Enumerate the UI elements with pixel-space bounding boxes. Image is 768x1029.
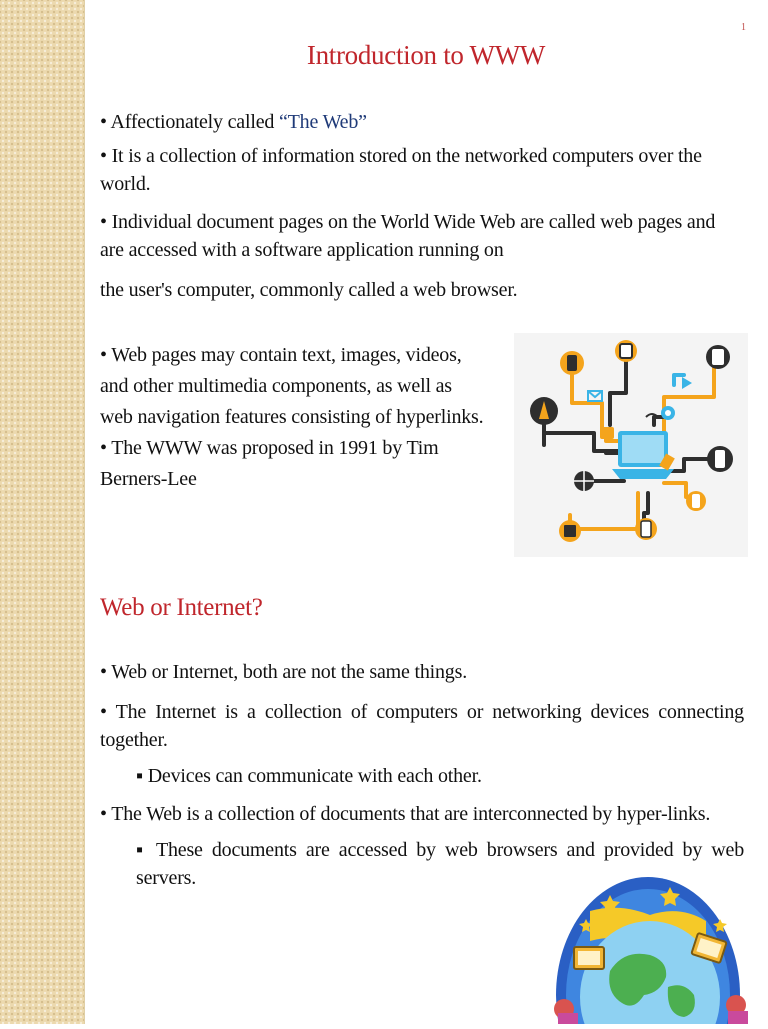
page-title: Introduction to WWW [306,40,546,70]
section-title-web-or-internet: Web or Internet? [100,594,263,621]
intro-bullet-2-line-2: world. [100,173,151,195]
intro-bullet-4-line-3: web navigation features consisting of hyperlinks. [100,406,484,428]
intro-bullets-left-column [100,340,510,495]
intro-bullet-4-line-2: and other multimedia components, as well as [100,375,452,397]
intro-bullet-4-line-1: • Web pages may contain text, images, videos, [100,344,462,366]
web-bullet-3: • The Web is a collection of documents that are interconnected by hyper-links. [100,803,711,825]
intro-bullet-3-line-3: the user's computer, commonly called a web browser. [100,279,518,301]
intro-bullet-2-line-1: • It is a collection of information stored on the networked computers over the [100,145,702,167]
intro-bullets [100,108,740,304]
network-devices-icon [514,333,748,557]
the-web-quote: “The Web” [278,111,367,133]
intro-bullet-3-line-2: are accessed with a software application running on [100,239,504,261]
intro-bullet-1: • Affectionately called “The Web” [100,111,367,133]
intro-bullet-3-line-1: • Individual document pages on the World Wide Web are called web pages and [100,211,716,233]
globe-illustration [550,875,760,1024]
web-bullet-1: • Web or Internet, both are not the same things. [100,661,467,683]
web-sub-bullet-2: ▪ These documents are accessed by web browsers and provided by web servers. [136,839,744,889]
web-vs-internet-bullets [100,658,744,892]
intro-bullet-5-line-2: Berners-Lee [100,468,197,490]
decorative-side-strip [0,0,85,1024]
network-devices-illustration [514,333,748,557]
page-number: 1 [741,22,746,33]
web-sub-bullet-1: ▪ Devices can communicate with each other. [136,765,482,787]
globe-computers-icon [550,875,760,1024]
web-bullet-2: • The Internet is a collection of computers or networking devices connecting together. [100,701,744,751]
intro-bullet-5-line-1: • The WWW was proposed in 1991 by Tim [100,437,439,459]
